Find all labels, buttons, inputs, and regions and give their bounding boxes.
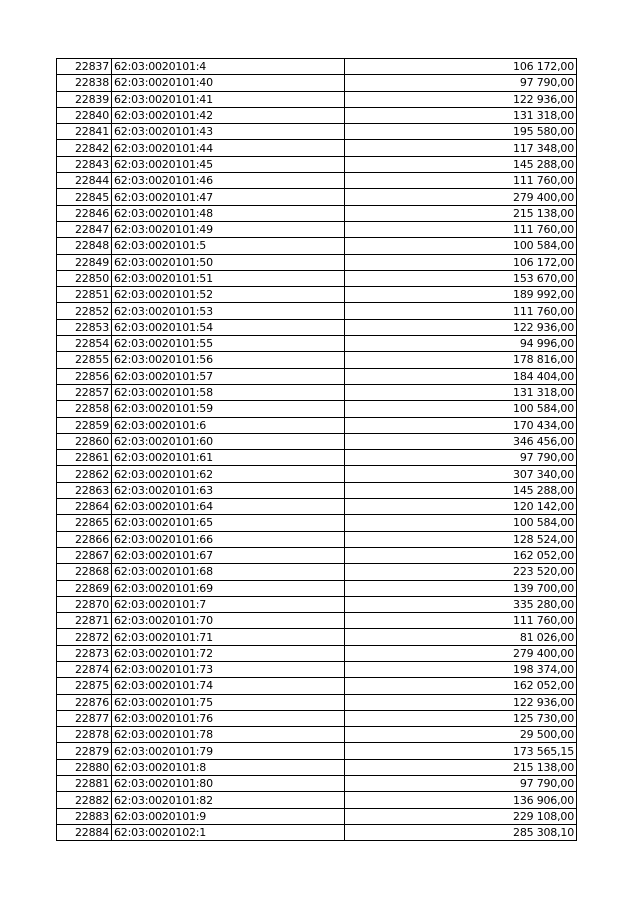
row-number-cell: 22883 — [57, 808, 112, 824]
table-row — [57, 661, 577, 677]
row-number-cell: 22865 — [57, 515, 112, 531]
cadastral-number-cell: 62:03:0020101:6 — [112, 417, 345, 433]
cadastral-value-cell: 145 288,00 — [345, 156, 577, 172]
table-row — [57, 352, 577, 368]
cadastral-value-cell: 162 052,00 — [345, 547, 577, 563]
cadastral-value-cell: 111 760,00 — [345, 303, 577, 319]
cadastral-number-cell: 62:03:0020101:72 — [112, 645, 345, 661]
row-number-cell: 22873 — [57, 645, 112, 661]
cadastral-number-cell: 62:03:0020101:80 — [112, 776, 345, 792]
table-row — [57, 140, 577, 156]
row-number-cell: 22837 — [57, 59, 112, 75]
table-row — [57, 808, 577, 824]
cadastral-value-cell: 153 670,00 — [345, 270, 577, 286]
cadastral-number-cell: 62:03:0020101:8 — [112, 759, 345, 775]
cadastral-value-cell: 173 565,15 — [345, 743, 577, 759]
table-row — [57, 91, 577, 107]
table-row — [57, 678, 577, 694]
row-number-cell: 22860 — [57, 433, 112, 449]
cadastral-value-cell: 111 760,00 — [345, 613, 577, 629]
cadastral-number-cell: 62:03:0020101:63 — [112, 482, 345, 498]
table-row — [57, 270, 577, 286]
table-row — [57, 499, 577, 515]
cadastral-value-cell: 162 052,00 — [345, 678, 577, 694]
cadastral-number-cell: 62:03:0020101:56 — [112, 352, 345, 368]
table-row — [57, 107, 577, 123]
row-number-cell: 22867 — [57, 547, 112, 563]
row-number-cell: 22841 — [57, 124, 112, 140]
cadastral-number-cell: 62:03:0020101:65 — [112, 515, 345, 531]
row-number-cell: 22870 — [57, 596, 112, 612]
row-number-cell: 22863 — [57, 482, 112, 498]
cadastral-number-cell: 62:03:0020101:45 — [112, 156, 345, 172]
cadastral-number-cell: 62:03:0020101:82 — [112, 792, 345, 808]
cadastral-value-table — [56, 58, 577, 841]
cadastral-number-cell: 62:03:0020101:42 — [112, 107, 345, 123]
row-number-cell: 22868 — [57, 564, 112, 580]
table-body — [57, 59, 577, 841]
table-row — [57, 173, 577, 189]
cadastral-number-cell: 62:03:0020101:66 — [112, 531, 345, 547]
cadastral-number-cell: 62:03:0020101:76 — [112, 710, 345, 726]
cadastral-value-cell: 122 936,00 — [345, 91, 577, 107]
table-row — [57, 824, 577, 840]
cadastral-value-cell: 223 520,00 — [345, 564, 577, 580]
row-number-cell: 22849 — [57, 254, 112, 270]
row-number-cell: 22862 — [57, 466, 112, 482]
table-row — [57, 743, 577, 759]
cadastral-number-cell: 62:03:0020101:50 — [112, 254, 345, 270]
cadastral-number-cell: 62:03:0020101:71 — [112, 629, 345, 645]
cadastral-value-cell: 346 456,00 — [345, 433, 577, 449]
cadastral-value-cell: 97 790,00 — [345, 75, 577, 91]
cadastral-number-cell: 62:03:0020101:61 — [112, 450, 345, 466]
row-number-cell: 22853 — [57, 319, 112, 335]
row-number-cell: 22850 — [57, 270, 112, 286]
cadastral-value-cell: 195 580,00 — [345, 124, 577, 140]
table-row — [57, 792, 577, 808]
cadastral-number-cell: 62:03:0020101:46 — [112, 173, 345, 189]
table-row — [57, 417, 577, 433]
cadastral-value-cell: 106 172,00 — [345, 59, 577, 75]
table-row — [57, 564, 577, 580]
table-row — [57, 580, 577, 596]
row-number-cell: 22880 — [57, 759, 112, 775]
table-row — [57, 613, 577, 629]
row-number-cell: 22878 — [57, 727, 112, 743]
cadastral-value-cell: 279 400,00 — [345, 189, 577, 205]
cadastral-value-cell: 215 138,00 — [345, 205, 577, 221]
cadastral-number-cell: 62:03:0020101:74 — [112, 678, 345, 694]
cadastral-number-cell: 62:03:0020101:55 — [112, 336, 345, 352]
cadastral-value-cell: 111 760,00 — [345, 221, 577, 237]
table-row — [57, 759, 577, 775]
table-row — [57, 156, 577, 172]
cadastral-number-cell: 62:03:0020101:78 — [112, 727, 345, 743]
table-row — [57, 384, 577, 400]
row-number-cell: 22858 — [57, 401, 112, 417]
table-row — [57, 482, 577, 498]
table-row — [57, 319, 577, 335]
cadastral-number-cell: 62:03:0020101:60 — [112, 433, 345, 449]
row-number-cell: 22848 — [57, 238, 112, 254]
row-number-cell: 22852 — [57, 303, 112, 319]
cadastral-value-cell: 122 936,00 — [345, 319, 577, 335]
cadastral-number-cell: 62:03:0020101:49 — [112, 221, 345, 237]
cadastral-value-cell: 198 374,00 — [345, 661, 577, 677]
cadastral-number-cell: 62:03:0020101:67 — [112, 547, 345, 563]
row-number-cell: 22845 — [57, 189, 112, 205]
table-row — [57, 776, 577, 792]
table-row — [57, 547, 577, 563]
cadastral-value-cell: 100 584,00 — [345, 238, 577, 254]
cadastral-number-cell: 62:03:0020101:47 — [112, 189, 345, 205]
table-row — [57, 710, 577, 726]
row-number-cell: 22866 — [57, 531, 112, 547]
cadastral-value-cell: 97 790,00 — [345, 450, 577, 466]
row-number-cell: 22856 — [57, 368, 112, 384]
cadastral-value-cell: 117 348,00 — [345, 140, 577, 156]
table-row — [57, 450, 577, 466]
cadastral-value-cell: 184 404,00 — [345, 368, 577, 384]
row-number-cell: 22877 — [57, 710, 112, 726]
cadastral-number-cell: 62:03:0020101:4 — [112, 59, 345, 75]
table-row — [57, 221, 577, 237]
row-number-cell: 22859 — [57, 417, 112, 433]
row-number-cell: 22864 — [57, 499, 112, 515]
row-number-cell: 22843 — [57, 156, 112, 172]
row-number-cell: 22874 — [57, 661, 112, 677]
cadastral-number-cell: 62:03:0020101:51 — [112, 270, 345, 286]
row-number-cell: 22881 — [57, 776, 112, 792]
cadastral-value-cell: 170 434,00 — [345, 417, 577, 433]
cadastral-number-cell: 62:03:0020101:54 — [112, 319, 345, 335]
cadastral-number-cell: 62:03:0020101:62 — [112, 466, 345, 482]
table-row — [57, 189, 577, 205]
table-row — [57, 124, 577, 140]
table-row — [57, 303, 577, 319]
cadastral-value-cell: 125 730,00 — [345, 710, 577, 726]
cadastral-value-cell: 307 340,00 — [345, 466, 577, 482]
cadastral-number-cell: 62:03:0020101:75 — [112, 694, 345, 710]
cadastral-value-cell: 122 936,00 — [345, 694, 577, 710]
cadastral-number-cell: 62:03:0020101:64 — [112, 499, 345, 515]
cadastral-value-cell: 100 584,00 — [345, 515, 577, 531]
cadastral-number-cell: 62:03:0020101:48 — [112, 205, 345, 221]
row-number-cell: 22884 — [57, 824, 112, 840]
cadastral-number-cell: 62:03:0020101:41 — [112, 91, 345, 107]
cadastral-number-cell: 62:03:0020102:1 — [112, 824, 345, 840]
cadastral-value-cell: 81 026,00 — [345, 629, 577, 645]
table-row — [57, 629, 577, 645]
table-row — [57, 515, 577, 531]
row-number-cell: 22861 — [57, 450, 112, 466]
row-number-cell: 22838 — [57, 75, 112, 91]
cadastral-value-cell: 111 760,00 — [345, 173, 577, 189]
table-row — [57, 645, 577, 661]
row-number-cell: 22871 — [57, 613, 112, 629]
cadastral-number-cell: 62:03:0020101:52 — [112, 287, 345, 303]
cadastral-number-cell: 62:03:0020101:40 — [112, 75, 345, 91]
row-number-cell: 22876 — [57, 694, 112, 710]
row-number-cell: 22855 — [57, 352, 112, 368]
cadastral-number-cell: 62:03:0020101:57 — [112, 368, 345, 384]
row-number-cell: 22879 — [57, 743, 112, 759]
cadastral-value-cell: 131 318,00 — [345, 384, 577, 400]
table-row — [57, 596, 577, 612]
table-row — [57, 254, 577, 270]
cadastral-number-cell: 62:03:0020101:7 — [112, 596, 345, 612]
row-number-cell: 22857 — [57, 384, 112, 400]
cadastral-number-cell: 62:03:0020101:73 — [112, 661, 345, 677]
row-number-cell: 22875 — [57, 678, 112, 694]
table-row — [57, 75, 577, 91]
cadastral-number-cell: 62:03:0020101:53 — [112, 303, 345, 319]
cadastral-value-cell: 145 288,00 — [345, 482, 577, 498]
row-number-cell: 22851 — [57, 287, 112, 303]
table-row — [57, 727, 577, 743]
cadastral-number-cell: 62:03:0020101:79 — [112, 743, 345, 759]
table-row — [57, 433, 577, 449]
row-number-cell: 22846 — [57, 205, 112, 221]
cadastral-value-cell: 139 700,00 — [345, 580, 577, 596]
cadastral-value-cell: 229 108,00 — [345, 808, 577, 824]
cadastral-value-cell: 128 524,00 — [345, 531, 577, 547]
row-number-cell: 22842 — [57, 140, 112, 156]
table-row — [57, 368, 577, 384]
cadastral-value-cell: 97 790,00 — [345, 776, 577, 792]
row-number-cell: 22844 — [57, 173, 112, 189]
cadastral-value-cell: 100 584,00 — [345, 401, 577, 417]
cadastral-number-cell: 62:03:0020101:43 — [112, 124, 345, 140]
table-row — [57, 694, 577, 710]
cadastral-value-cell: 215 138,00 — [345, 759, 577, 775]
cadastral-number-cell: 62:03:0020101:59 — [112, 401, 345, 417]
cadastral-value-cell: 94 996,00 — [345, 336, 577, 352]
cadastral-value-cell: 279 400,00 — [345, 645, 577, 661]
table-row — [57, 59, 577, 75]
row-number-cell: 22869 — [57, 580, 112, 596]
row-number-cell: 22882 — [57, 792, 112, 808]
cadastral-number-cell: 62:03:0020101:70 — [112, 613, 345, 629]
table-row — [57, 401, 577, 417]
row-number-cell: 22854 — [57, 336, 112, 352]
table-row — [57, 205, 577, 221]
row-number-cell: 22847 — [57, 221, 112, 237]
cadastral-number-cell: 62:03:0020101:69 — [112, 580, 345, 596]
cadastral-value-cell: 29 500,00 — [345, 727, 577, 743]
table-row — [57, 336, 577, 352]
cadastral-value-cell: 131 318,00 — [345, 107, 577, 123]
cadastral-value-cell: 189 992,00 — [345, 287, 577, 303]
row-number-cell: 22872 — [57, 629, 112, 645]
cadastral-value-cell: 106 172,00 — [345, 254, 577, 270]
cadastral-value-cell: 120 142,00 — [345, 499, 577, 515]
cadastral-value-cell: 285 308,10 — [345, 824, 577, 840]
table-row — [57, 238, 577, 254]
cadastral-value-cell: 335 280,00 — [345, 596, 577, 612]
cadastral-number-cell: 62:03:0020101:5 — [112, 238, 345, 254]
cadastral-value-cell: 178 816,00 — [345, 352, 577, 368]
cadastral-number-cell: 62:03:0020101:68 — [112, 564, 345, 580]
cadastral-number-cell: 62:03:0020101:44 — [112, 140, 345, 156]
table-row — [57, 287, 577, 303]
cadastral-number-cell: 62:03:0020101:58 — [112, 384, 345, 400]
cadastral-number-cell: 62:03:0020101:9 — [112, 808, 345, 824]
table-row — [57, 531, 577, 547]
row-number-cell: 22840 — [57, 107, 112, 123]
row-number-cell: 22839 — [57, 91, 112, 107]
cadastral-value-cell: 136 906,00 — [345, 792, 577, 808]
table-row — [57, 466, 577, 482]
